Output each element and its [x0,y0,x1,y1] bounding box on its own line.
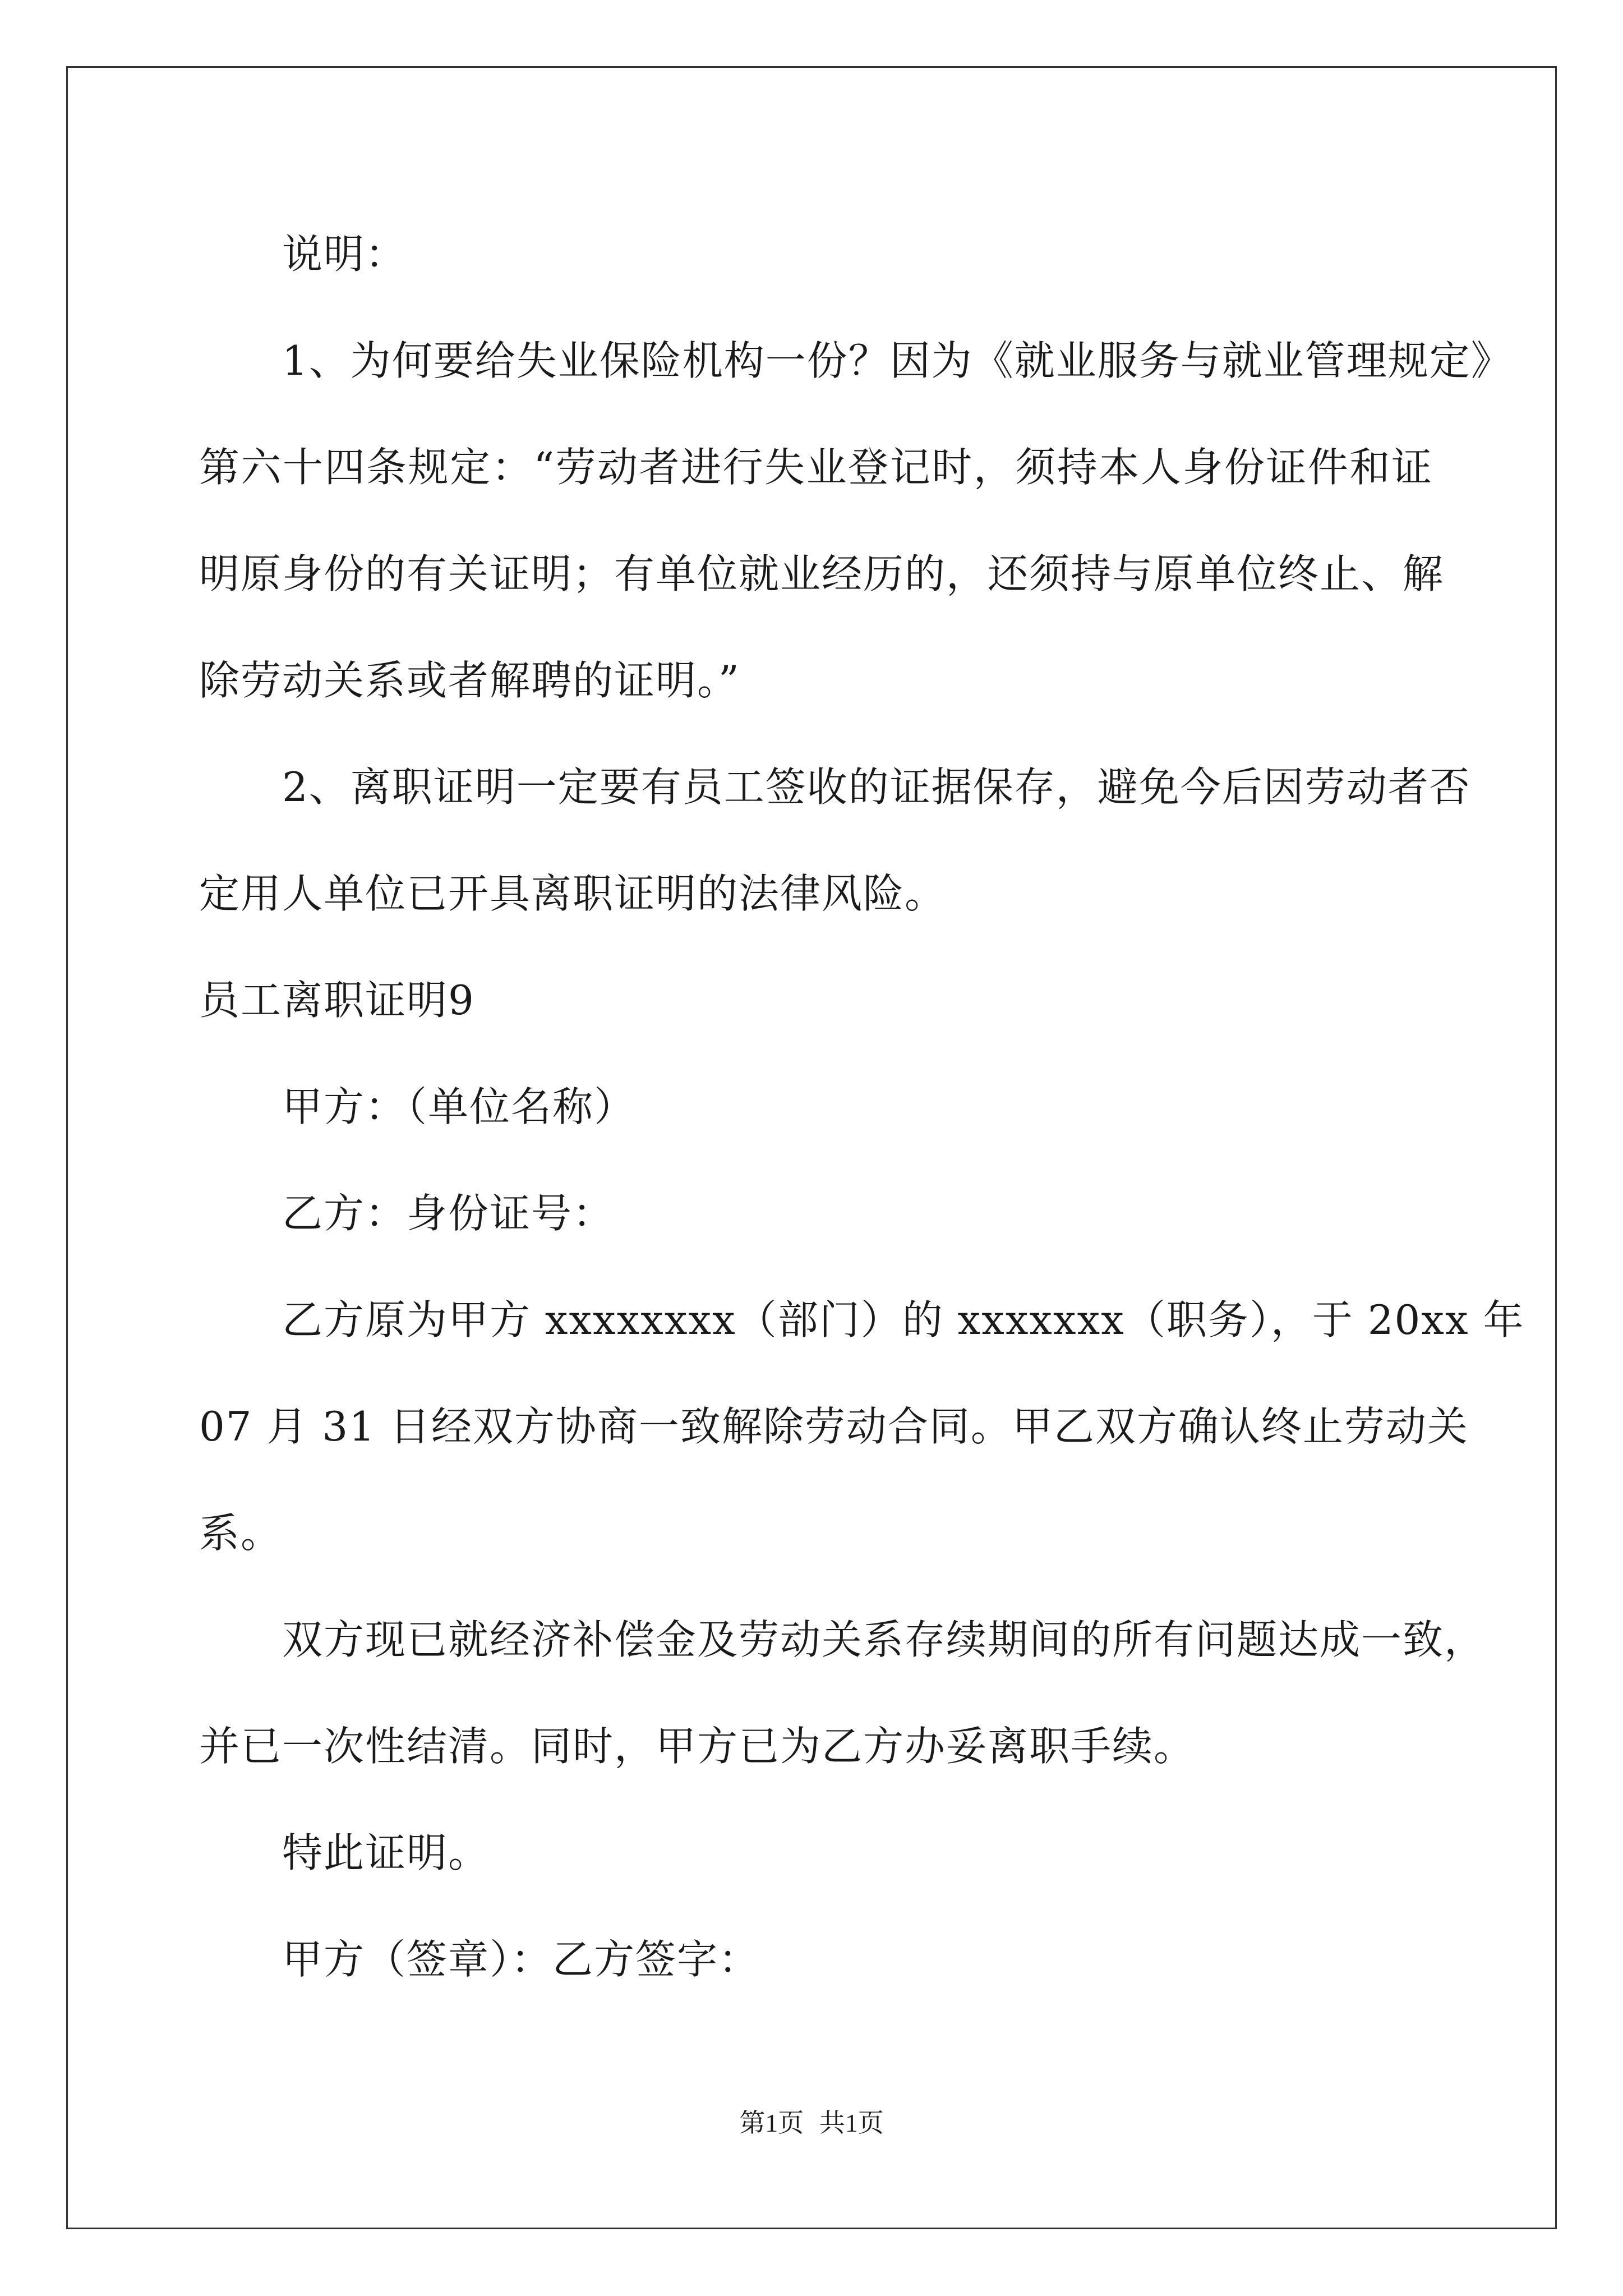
paragraph-line: 07 月 31 日经双方协商一致解除劳动合同。甲乙双方确认终止劳动关 [199,1403,1469,1450]
heading-notes: 说明： [282,231,407,278]
party-b-line: 乙方：身份证号： [282,1190,615,1237]
page-footer [0,2106,1623,2140]
paragraph-line: 定用人单位已开具离职证明的法律风险。 [199,870,947,917]
paragraph-line: 并已一次性结清。同时，甲方已为乙方办妥离职手续。 [199,1723,1196,1770]
paragraph-line: 明原身份的有关证明；有单位就业经历的，还须持与原单位终止、解 [199,550,1445,597]
page-total: 共1页 [819,2109,884,2137]
paragraph-line: 除劳动关系或者解聘的证明。” [199,657,740,704]
signature-line: 甲方（签章）：乙方签字： [282,1936,760,1983]
page-number: 第1页 [739,2109,804,2137]
section-title: 员工离职证明9 [199,977,475,1024]
certification-line: 特此证明。 [282,1829,490,1876]
party-a-line: 甲方：（单位名称） [282,1083,636,1130]
paragraph-line: 系。 [199,1510,283,1557]
paragraph-line: 乙方原为甲方 xxxxxxxx（部门）的 xxxxxxx（职务），于 20xx 年 [282,1296,1525,1343]
page-border [66,66,1557,2229]
paragraph-line: 2、离职证明一定要有员工签收的证据保存，避免今后因劳动者否 [282,763,1471,811]
paragraph-line: 1、为何要给失业保险机构一份？因为《就业服务与就业管理规定》 [282,337,1513,384]
paragraph-line: 第六十四条规定：“劳动者进行失业登记时，须持本人身份证件和证 [199,444,1433,491]
paragraph-line: 双方现已就经济补偿金及劳动关系存续期间的所有问题达成一致， [282,1616,1486,1663]
